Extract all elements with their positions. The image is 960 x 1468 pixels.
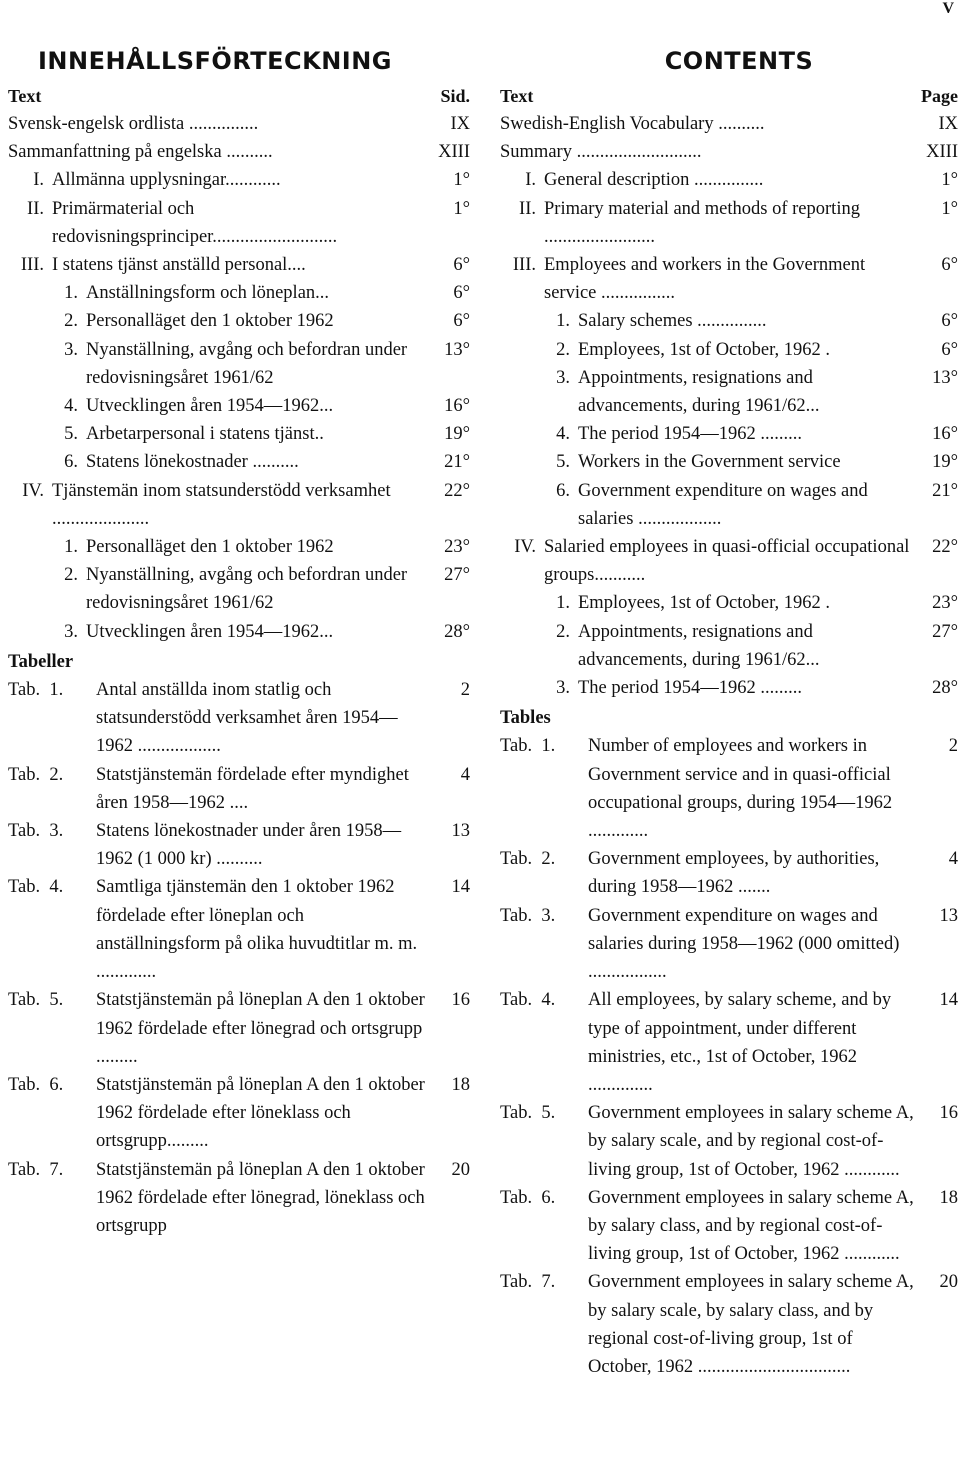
entry-page: 13 [451,821,470,842]
entry-number: 2. [64,565,78,586]
entry-label: Government employees in salary scheme A, by salary class, and by regional cost-of-living group, 1st of October, 1962 ............ [588,1187,914,1265]
entry-label: Statstjänstemän på löneplan A den 1 oktober 1962 fördelade efter lönegrad och ortsgrupp ......... [96,990,425,1067]
entry-number: 5. [556,452,570,473]
entry-page: 16° [932,424,958,445]
entry-page: 20 [451,1159,470,1180]
entry-number: 1. [64,283,78,304]
swedish-entry-list [8,110,470,646]
entry-label: Samtliga tjänstemän den 1 oktober 1962 fördelade efter löneplan och anställningsform på olika huvudtitlar m. m. ............. [96,877,418,983]
entry-label: The period 1954—1962 ......... [578,678,803,699]
entry-label: Number of employees and workers in Government service and in quasi-official occupational groups, during 1954—1962 ............. [588,736,893,842]
entry-page: 1° [941,198,958,219]
entry-page: 20 [939,1272,958,1293]
entry-number: 2. [556,339,570,360]
english-table-list [500,732,958,1381]
entry-page: 1° [453,170,470,191]
entry-label: Sammanfattning på engelska .......... [8,142,273,163]
entry-page: 19° [444,424,470,445]
entry-page: IX [450,114,470,134]
entry-number: Tab. 7. [8,1159,64,1180]
toc-entry [500,195,958,251]
toc-entry [500,307,958,335]
toc-entry [8,618,470,646]
entry-number: Tab. 2. [8,764,64,785]
toc-entry [500,533,958,589]
toc-entry [8,279,470,307]
swedish-tables-heading: Tabeller [8,651,74,672]
entry-page: 16 [939,1103,958,1124]
toc-entry [8,420,470,448]
entry-label: Antal anställda inom statlig och statsunderstödd verksamhet åren 1954—1962 .................. [96,680,398,757]
entry-page: 13 [939,905,958,926]
entry-number: 2. [556,621,570,642]
entry-label: Arbetarpersonal i statens tjänst.. [86,424,324,445]
entry-label: Government expenditure on wages and salaries .................. [578,480,868,529]
entry-label: Government employees in salary scheme A, by salary scale, by salary class, and by regional cost-of-living group, 1st of October, 1962 ................................. [588,1272,914,1377]
entry-page: 27° [444,565,470,586]
entry-number: Tab. 1. [500,736,556,757]
toc-entry [8,477,470,533]
toc-entry [8,251,470,279]
entry-number: III. [512,255,536,276]
english-tables-heading: Tables [500,708,551,729]
entry-page: 18 [939,1187,958,1208]
table-entry [500,1099,958,1184]
entry-page: XIII [438,142,470,163]
entry-number: Tab. 4. [500,990,556,1011]
toc-entry [500,138,958,166]
entry-page: XIII [926,142,958,163]
toc-entry [8,195,470,251]
entry-number: 3. [556,678,570,699]
entry-number: II. [27,198,44,219]
english-column-header [500,82,958,110]
page-header: Sid. [440,86,470,106]
entry-page: 14 [939,990,958,1011]
entry-label: Nyanställning, avgång och befordran under redovisningsåret 1961/62 [86,339,408,388]
entry-page: 28° [444,621,470,642]
entry-number: Tab. 7. [500,1272,556,1293]
entry-number: Tab. 5. [8,990,64,1011]
text-header: Text [500,86,534,106]
entry-number: Tab. 6. [500,1187,556,1208]
entry-page: IX [938,114,958,134]
entry-number: 5. [64,424,78,445]
entry-number: Tab. 2. [500,849,556,870]
entry-number: Tab. 1. [8,680,64,701]
entry-label: Statstjänstemän på löneplan A den 1 oktober 1962 fördelade efter löneklass och ortsgrupp......... [96,1074,425,1152]
entry-page: 22° [932,537,958,558]
entry-page: 28° [932,678,958,699]
entry-label: Utvecklingen åren 1954—1962... [86,621,334,642]
entry-label: Nyanställning, avgång och befordran under redovisningsåret 1961/62 [86,565,408,614]
table-entry [500,902,958,987]
toc-entry [500,251,958,307]
entry-label: Government expenditure on wages and salaries during 1958—1962 (000 omitted) ................. [588,905,900,983]
entry-page: 14 [451,877,470,898]
entry-number: Tab. 5. [500,1103,556,1124]
entry-label: Government employees, by authorities, during 1958—1962 ....... [588,849,880,898]
entry-number: Tab. 6. [8,1074,64,1095]
swedish-heading: INNEHÅLLSFÖRTECKNING [38,47,393,75]
entry-page: 2 [460,680,470,701]
entry-number: 6. [556,480,570,501]
entry-number: 3. [64,621,78,642]
entry-number: II. [519,198,536,219]
entry-label: Appointments, resignations and advancements, during 1961/62... [578,621,820,670]
entry-page: 27° [932,621,958,642]
english-column [500,40,958,1381]
entry-page: 1° [941,170,958,191]
table-entry [8,986,470,1071]
entry-label: Appointments, resignations and advancements, during 1961/62... [578,367,820,417]
entry-number: Tab. 3. [500,905,556,926]
entry-number: 3. [556,367,570,388]
toc-entry [8,166,470,194]
entry-label: The period 1954—1962 ......... [578,424,803,445]
entry-label: Salaried employees in quasi-official occupational groups........... [544,537,910,586]
entry-page: 19° [932,452,958,473]
toc-entry [500,448,958,476]
entry-number: 1. [556,311,570,332]
entry-page: 16 [451,990,470,1011]
toc-entry [8,336,470,392]
toc-entry [500,364,958,420]
entry-page: 6° [453,283,470,304]
entry-label: Allmänna upplysningar............ [52,170,281,191]
entry-label: Salary schemes ............... [578,311,767,332]
entry-label: Statens lönekostnader under åren 1958—1962 (1 000 kr) .......... [96,821,402,870]
entry-number: 1. [556,593,570,614]
entry-number: 6. [64,452,78,473]
table-entry [8,1071,470,1156]
toc-entry [500,420,958,448]
entry-label: Government employees in salary scheme A, by salary scale, and by regional cost-of-living group, 1st of October, 1962 ............ [588,1103,914,1180]
table-entry [500,1184,958,1269]
entry-number: IV. [22,480,44,501]
entry-label: Statstjänstemän på löneplan A den 1 oktober 1962 fördelade efter lönegrad, löneklass och ortsgrupp [96,1159,425,1236]
entry-label: All employees, by salary scheme, and by type of appointment, under different ministries, etc., 1st of October, 1962 .............. [588,990,892,1095]
entry-label: I statens tjänst anställd personal.... [52,255,306,276]
table-entry [500,1268,958,1381]
entry-number: Tab. 3. [8,821,64,842]
entry-number: 3. [64,339,78,360]
entry-page: 6° [453,311,470,332]
table-entry [8,676,470,761]
swedish-table-list [8,676,470,1240]
toc-entry [8,307,470,335]
entry-number: I. [33,170,44,191]
entry-label: Personalläget den 1 oktober 1962 [86,537,334,558]
toc-entry [500,674,958,702]
entry-number: 4. [64,396,78,417]
toc-entry [8,392,470,420]
toc-entry [8,448,470,476]
entry-number: 4. [556,424,570,445]
entry-label: Primary material and methods of reporting ........................ [544,198,860,247]
entry-label: Svensk-engelsk ordlista ............... [8,114,259,134]
entry-page: 4 [948,849,958,870]
entry-page: 6° [453,255,470,276]
toc-entry [500,166,958,194]
entry-label: Tjänstemän inom statsunderstödd verksamhet ..................... [52,480,391,529]
entry-label: Statstjänstemän fördelade efter myndighet åren 1958—1962 .... [96,764,409,813]
entry-label: Employees, 1st of October, 1962 . [578,339,831,360]
entry-number: 2. [64,311,78,332]
entry-page: 21° [444,452,470,473]
toc-entry [500,110,958,138]
entry-label: Swedish-English Vocabulary .......... [500,114,765,134]
entry-label: Utvecklingen åren 1954—1962... [86,396,334,417]
toc-entry [8,110,470,138]
entry-label: General description ............... [544,170,764,191]
table-entry [500,845,958,901]
entry-page: 13° [444,339,470,360]
entry-label: Summary ........................... [500,142,702,163]
toc-entry [500,336,958,364]
table-entry [8,817,470,873]
entry-label: Personalläget den 1 oktober 1962 [86,311,334,332]
table-entry [8,873,470,986]
toc-entry [8,138,470,166]
entry-number: IV. [514,537,536,558]
entry-page: 18 [451,1074,470,1095]
entry-page: 1° [453,198,470,219]
entry-page: 6° [941,311,958,332]
entry-label: Workers in the Government service [578,452,841,473]
page-number: V [942,0,954,17]
entry-label: Employees and workers in the Government service ................ [544,255,866,304]
entry-page: 21° [932,480,958,501]
entry-number: III. [20,255,44,276]
toc-entry [8,533,470,561]
table-entry [500,986,958,1099]
entry-number: Tab. 4. [8,877,64,898]
swedish-column [8,40,470,1240]
text-header: Text [8,86,42,106]
entry-label: Anställningsform och löneplan... [86,283,330,304]
entry-page: 6° [941,339,958,360]
entry-label: Employees, 1st of October, 1962 . [578,593,831,614]
table-entry [8,1156,470,1241]
entry-page: 23° [444,537,470,558]
entry-label: Statens lönekostnader .......... [86,452,299,473]
english-entry-list [500,110,958,702]
toc-entry [500,618,958,674]
table-entry [8,761,470,817]
table-entry [500,732,958,845]
swedish-column-header [8,82,470,110]
toc-entry [8,561,470,617]
entry-page: 13° [932,367,958,388]
entry-page: 2 [948,736,958,757]
entry-page: 6° [941,255,958,276]
toc-entry [500,477,958,533]
entry-page: 23° [932,593,958,614]
entry-page: 4 [460,764,470,785]
entry-page: 22° [444,480,470,501]
toc-entry [500,589,958,617]
entry-label: Primärmaterial och redovisningsprinciper........................... [52,198,338,247]
entry-number: I. [525,170,536,191]
english-heading: CONTENTS [664,47,814,75]
entry-number: 1. [64,537,78,558]
entry-page: 16° [444,396,470,417]
page-header: Page [921,86,958,106]
